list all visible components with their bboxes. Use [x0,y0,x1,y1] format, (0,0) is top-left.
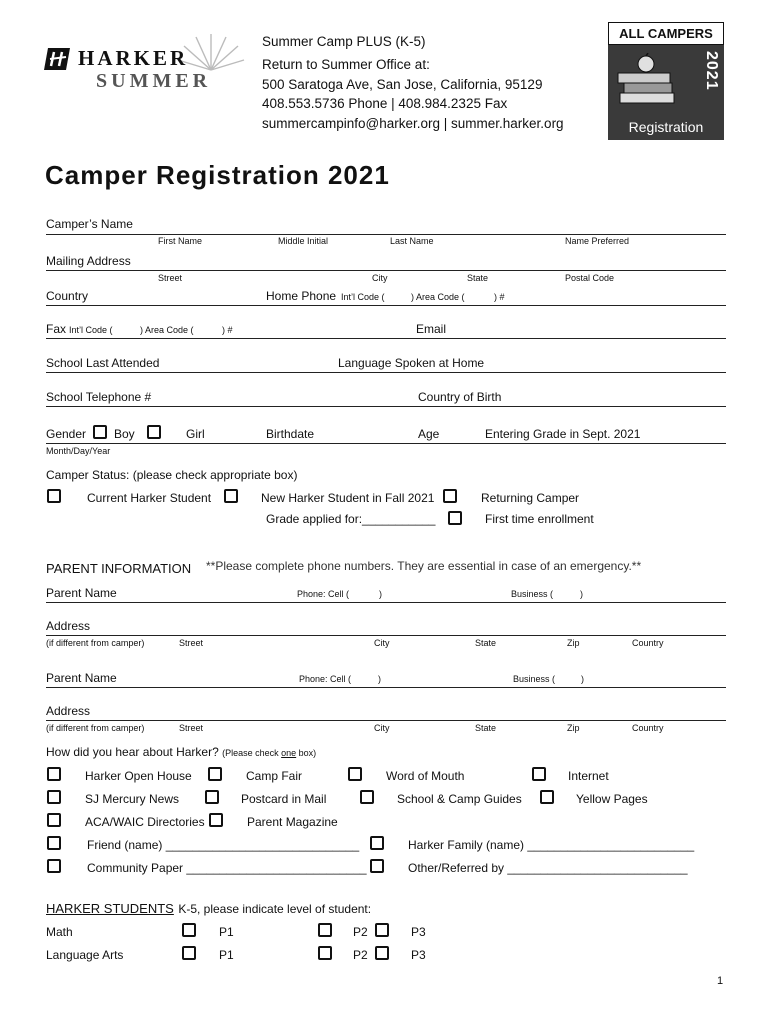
parent2-line [46,687,726,688]
registration-badge [608,22,724,140]
name-preferred-caption: Name Preferred [565,236,630,246]
camp-fair-checkbox[interactable] [208,767,222,781]
country-birth-label: Country of Birth [418,390,502,404]
internet-label: Internet [568,769,609,783]
entering-grade-label: Entering Grade in Sept. 2021 [485,427,641,441]
last-name-caption: Last Name [390,236,434,246]
hear-check-one: one [281,748,297,758]
open-house-checkbox[interactable] [47,767,61,781]
camper-status-label: Camper Status: (please check appropriate box) [46,468,298,482]
state-caption: State [467,273,489,283]
school-phone-line [46,406,726,407]
harker-family-label: Harker Family (name) _________________________ [408,838,695,852]
fax-area-code: ) Area Code ( [140,325,194,335]
middle-initial-caption: Middle Initial [278,236,329,246]
postcard-label: Postcard in Mail [241,792,327,806]
parent-magazine-checkbox[interactable] [209,813,223,827]
gender-line [46,443,726,444]
parent2-address-label: Address [46,704,91,718]
harker-summer-logo [44,38,219,96]
grade-applied-label: Grade applied for:___________ [266,512,436,526]
name-line [46,234,726,235]
first-time-label: First time enrollment [485,512,594,526]
parent1-zip: Zip [567,638,580,648]
yellow-pages-label: Yellow Pages [576,792,648,806]
header-contact: summercampinfo@harker.org | summer.harker.org [262,116,564,131]
school-last-label: School Last Attended [46,356,160,370]
word-of-mouth-label: Word of Mouth [386,769,465,783]
harker-students-heading-row [46,900,371,918]
country-label: Country [46,289,89,303]
header-phones: 408.553.5736 Phone | 408.984.2325 Fax [262,96,508,111]
sj-mercury-label: SJ Mercury News [85,792,180,806]
header-return-to: Return to Summer Office at: [262,57,430,72]
books-apple-icon [614,53,684,113]
math-label: Math [46,925,73,939]
harker-family-checkbox[interactable] [370,836,384,850]
parent-info-note: **Please complete phone numbers. They are essential in case of an emergency.** [206,559,642,573]
school-guides-label: School & Camp Guides [397,792,522,806]
math-p3-checkbox[interactable] [375,923,389,937]
parent1-cell-close: ) [379,589,382,599]
word-of-mouth-checkbox[interactable] [348,767,362,781]
yellow-pages-checkbox[interactable] [540,790,554,804]
parent2-business-close: ) [581,674,584,684]
parent1-cell-label: Phone: Cell ( [297,589,350,599]
fax-label: Fax [46,322,67,336]
parent2-city: City [374,723,390,733]
parent1-name-label: Parent Name [46,586,117,600]
date-format-caption: Month/Day/Year [46,446,111,456]
parent1-address-label: Address [46,619,91,633]
parent2-name-label: Parent Name [46,671,117,685]
page-title: Camper Registration 2021 [45,160,390,190]
current-student-checkbox[interactable] [47,489,61,503]
current-student-label: Current Harker Student [87,491,212,505]
friend-label: Friend (name) _____________________________ [87,838,360,852]
school-line [46,372,726,373]
home-area-code: ) Area Code ( [411,292,465,302]
boy-checkbox[interactable] [93,425,107,439]
la-p2-label: P2 [353,948,368,962]
math-p1-checkbox[interactable] [182,923,196,937]
postal-code-caption: Postal Code [565,273,615,283]
open-house-label: Harker Open House [85,769,192,783]
harker-students-instruction: K-5, please indicate level of student: [178,902,372,916]
parent2-if-different: (if different from camper) [46,723,145,733]
hear-question-text: How did you hear about Harker? [46,745,219,759]
girl-checkbox[interactable] [147,425,161,439]
math-p2-label: P2 [353,925,368,939]
age-label: Age [418,427,440,441]
fax-number: ) # [222,325,233,335]
camp-fair-label: Camp Fair [246,769,303,783]
parent2-cell-label: Phone: Cell ( [299,674,352,684]
first-time-checkbox[interactable] [448,511,462,525]
parent2-country: Country [632,723,664,733]
mailing-address-label: Mailing Address [46,254,131,268]
la-p1-label: P1 [219,948,234,962]
city-caption: City [372,273,388,283]
parent1-address-line [46,635,726,636]
hear-question [46,745,316,759]
hear-check-post: box) [296,748,317,758]
aca-checkbox[interactable] [47,813,61,827]
parent2-business-label: Business ( [513,674,556,684]
birthdate-label: Birthdate [266,427,315,441]
la-p2-checkbox[interactable] [318,946,332,960]
campers-name-label: Camper’s Name [46,217,133,231]
parent-magazine-label: Parent Magazine [247,815,338,829]
badge-top: ALL CAMPERS [608,22,724,45]
new-student-checkbox[interactable] [224,489,238,503]
new-student-label: New Harker Student in Fall 2021 [261,491,435,505]
parent1-country: Country [632,638,664,648]
language-arts-label: Language Arts [46,948,124,962]
country-line [46,305,726,306]
logo-h-icon [44,44,74,74]
parent1-state: State [475,638,497,648]
email-label: Email [416,322,447,336]
logo-summer-text: SUMMER [96,70,212,92]
gender-label: Gender [46,427,87,441]
page-number: 1 [717,975,724,987]
street-caption: Street [158,273,183,283]
school-phone-label: School Telephone # [46,390,152,404]
parent1-business-close: ) [580,589,583,599]
header-address: 500 Saratoga Ave, San Jose, California, 95129 [262,77,543,92]
math-p3-label: P3 [411,925,426,939]
parent1-line [46,602,726,603]
parent2-cell-close: ) [378,674,381,684]
la-p3-label: P3 [411,948,426,962]
first-name-caption: First Name [158,236,203,246]
home-phone-label: Home Phone [266,289,337,303]
badge-year: 2021 [703,51,720,91]
fax-intl-code: Int’l Code ( [69,325,113,335]
parent2-zip: Zip [567,723,580,733]
returning-checkbox[interactable] [443,489,457,503]
community-paper-checkbox[interactable] [47,859,61,873]
home-intl-code: Int’l Code ( [341,292,385,302]
math-p2-checkbox[interactable] [318,923,332,937]
parent-info-heading: PARENT INFORMATION [46,561,192,576]
sj-mercury-checkbox[interactable] [47,790,61,804]
la-p1-checkbox[interactable] [182,946,196,960]
girl-label: Girl [186,427,205,441]
mailing-line [46,270,726,271]
boy-label: Boy [114,427,135,441]
internet-checkbox[interactable] [532,767,546,781]
parent1-if-different: (if different from camper) [46,638,145,648]
community-paper-label: Community Paper ___________________________ [87,861,367,875]
la-p3-checkbox[interactable] [375,946,389,960]
parent2-state: State [475,723,497,733]
other-referred-checkbox[interactable] [370,859,384,873]
fax-line [46,338,726,339]
parent1-business-label: Business ( [511,589,554,599]
parent1-street: Street [179,638,204,648]
badge-bottom: Registration [628,119,704,135]
aca-label: ACA/WAIC Directories [85,815,205,829]
home-number: ) # [494,292,505,302]
friend-checkbox[interactable] [47,836,61,850]
hear-check-pre: (Please check [222,748,282,758]
parent2-street: Street [179,723,204,733]
returning-label: Returning Camper [481,491,580,505]
parent2-address-line [46,720,726,721]
other-referred-label: Other/Referred by ___________________________ [408,861,688,875]
header-program: Summer Camp PLUS (K-5) [262,34,426,49]
postcard-checkbox[interactable] [205,790,219,804]
logo-harker-text: HARKER [78,46,189,70]
school-guides-checkbox[interactable] [360,790,374,804]
language-label: Language Spoken at Home [338,356,485,370]
parent1-city: City [374,638,390,648]
harker-students-heading: HARKER STUDENTS [46,901,174,916]
math-p1-label: P1 [219,925,234,939]
